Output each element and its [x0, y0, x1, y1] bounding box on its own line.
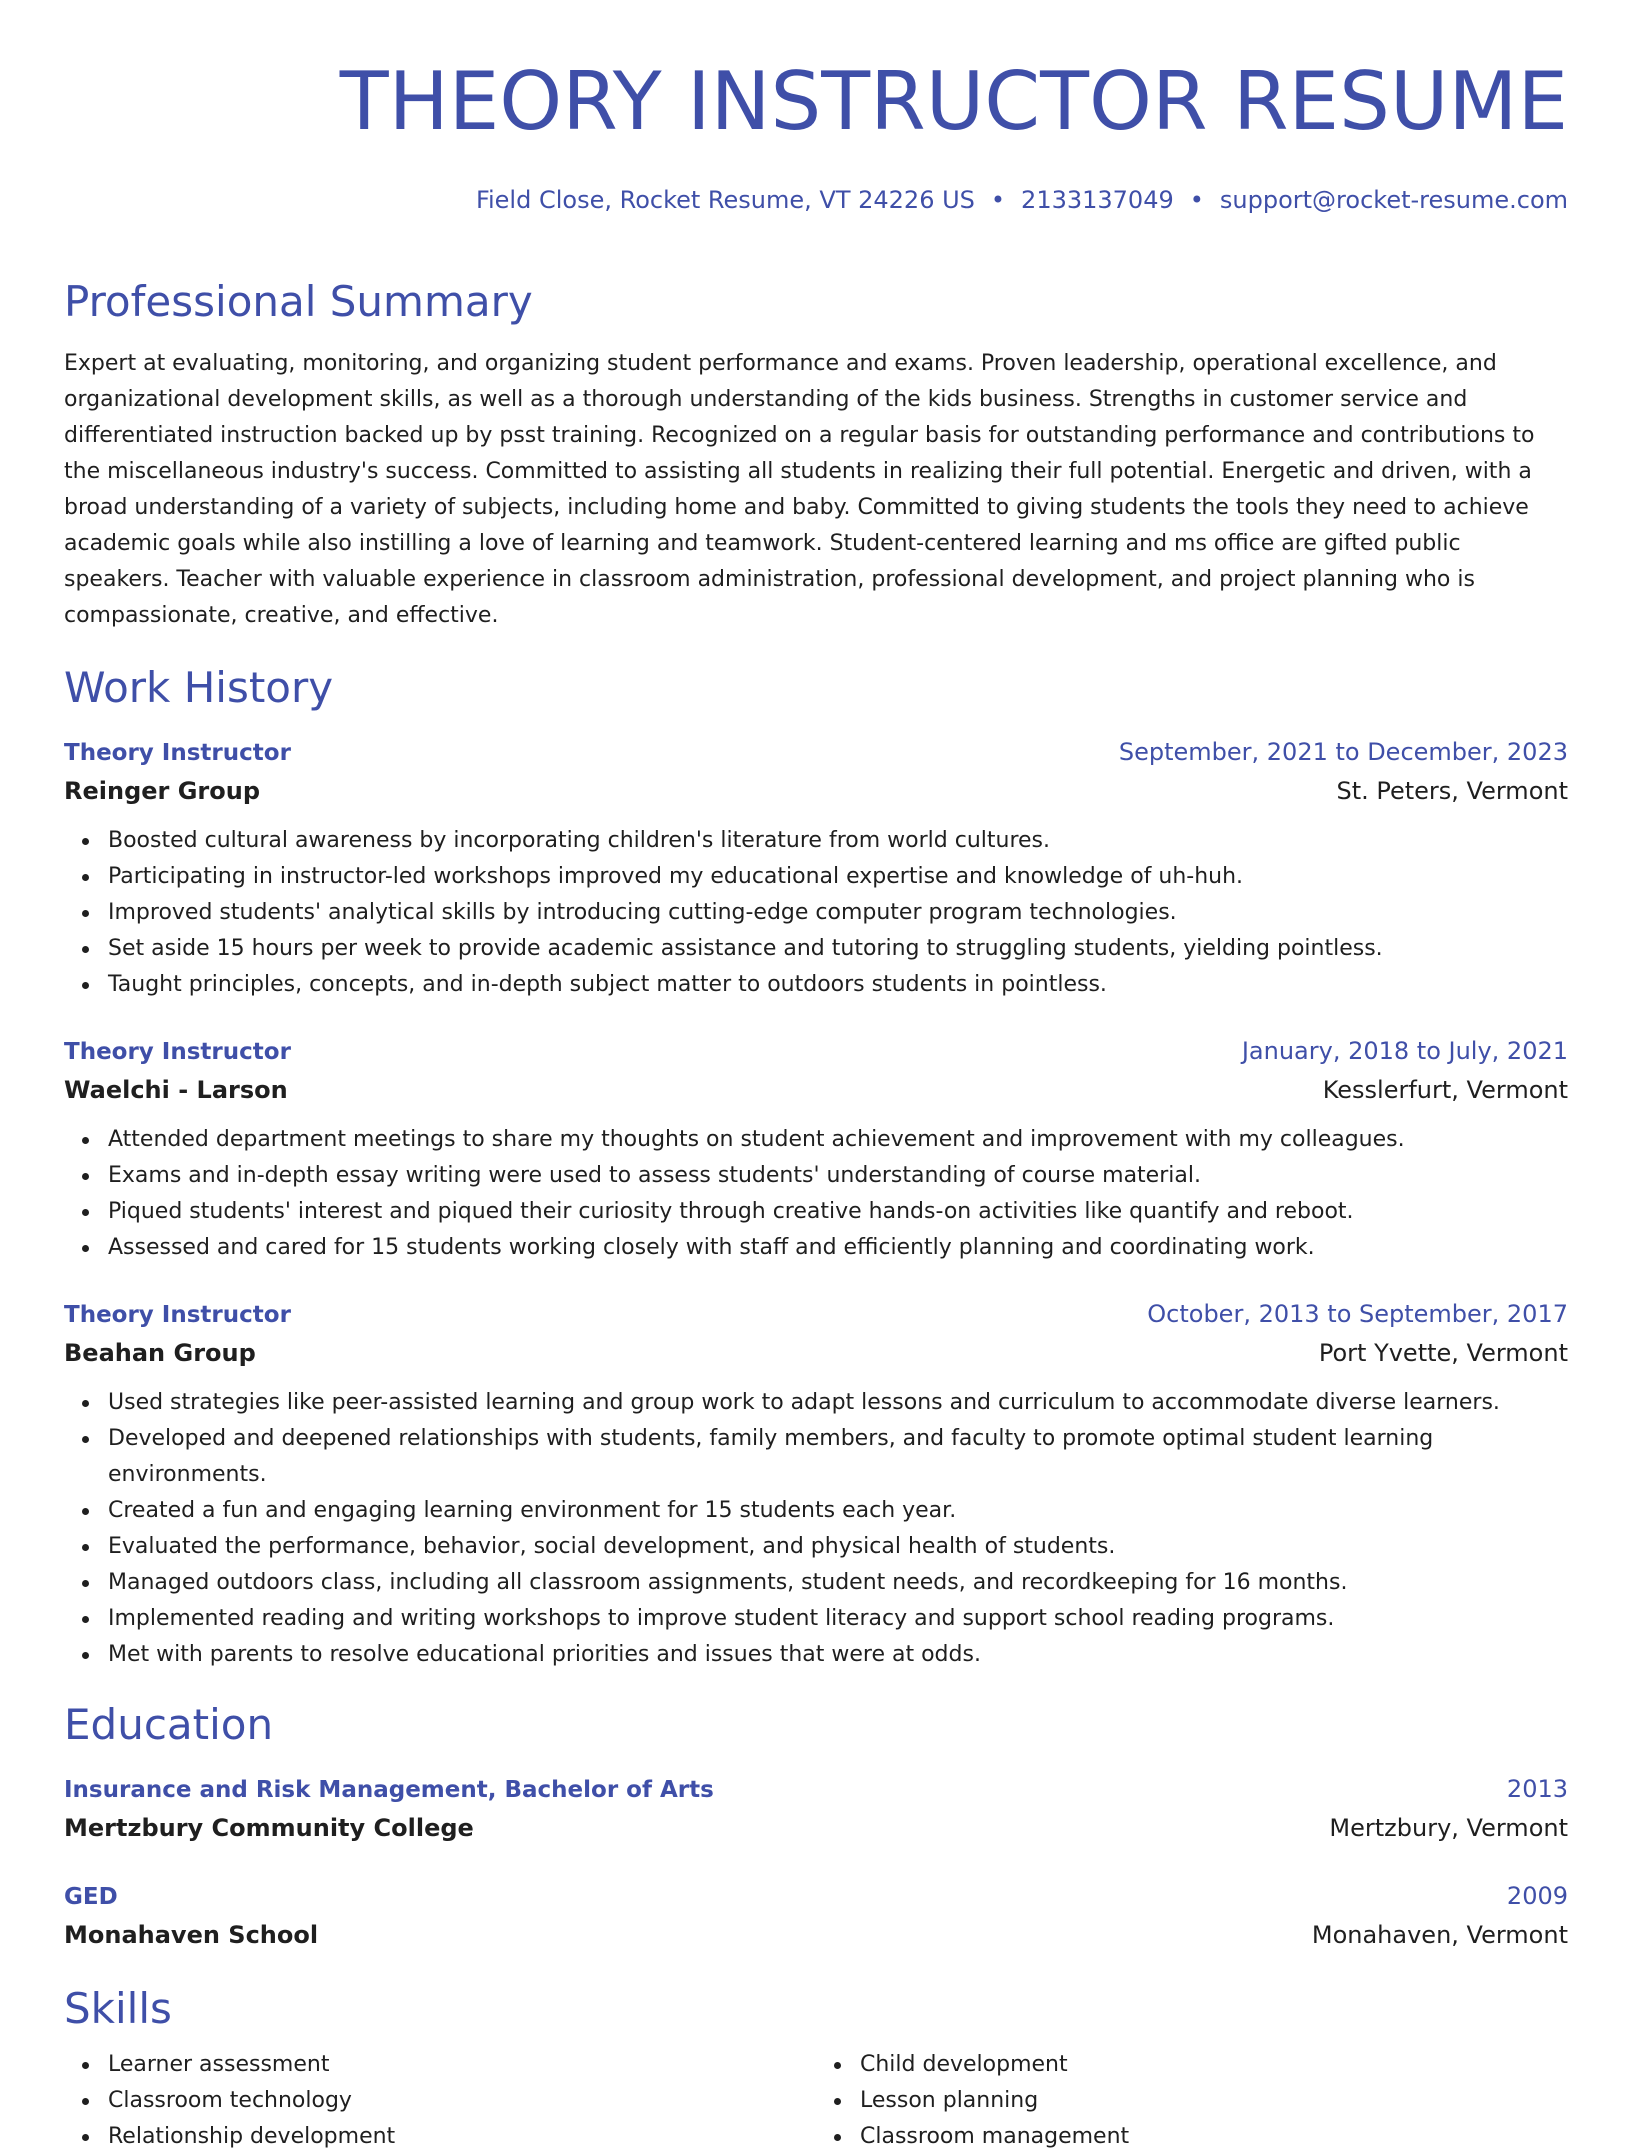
education-school-row: [64, 1808, 1568, 1848]
contact-email[interactable]: support@rocket-resume.com: [1219, 186, 1568, 214]
job-bullet: Exams and in-depth essay writing were used to assess students' understanding of course material.: [108, 1158, 1568, 1194]
contact-phone: 2133137049: [1021, 186, 1174, 214]
job-role: Theory Instructor: [64, 740, 291, 766]
job-bullet: Participating in instructor-led workshops improved my educational expertise and knowledge of uh-huh.: [108, 859, 1568, 895]
skills-heading: Skills: [64, 1984, 172, 2033]
job-bullet: Used strategies like peer-assisted learning and group work to adapt lessons and curriculum to accommodate diverse learners.: [108, 1385, 1568, 1421]
summary-text: Expert at evaluating, monitoring, and organizing student performance and exams. Proven leadership, operational excellence, and organizational development skills, as well as a thorough understanding of the kids business. Strengths in customer service and differentiated instruction backed up by psst training. Recognized on a regular basis for outstanding performance and contributions to the miscellaneous industry's success. Committed to assisting all students in realizing their full potential. Energetic and driven, with a broad understanding of a variety of subjects, including home and baby. Committed to giving students the tools they need to achieve academic goals while also instilling a love of learning and teamwork. Student-centered learning and ms office are gifted public speakers. Teacher with valuable experience in classroom administration, professional development, and project planning who is compassionate, creative, and effective.: [64, 351, 1535, 628]
job-org-row: [64, 771, 1568, 811]
job-location: Kesslerfurt, Vermont: [1322, 1076, 1568, 1104]
education-school: Mertzbury Community College: [64, 1814, 474, 1842]
summary-heading: Professional Summary: [64, 277, 533, 326]
job-dates: January, 2018 to July, 2021: [1241, 1037, 1568, 1065]
skill-item: Classroom technology: [108, 2083, 816, 2119]
job-location: St. Peters, Vermont: [1336, 777, 1568, 805]
job-bullet: Created a fun and engaging learning environment for 15 students each year.: [108, 1493, 1568, 1529]
job-bullet: Attended department meetings to share my thoughts on student achievement and improvement with my colleagues.: [108, 1122, 1568, 1158]
job-header-row: [64, 734, 1568, 771]
job-bullet: Implemented reading and writing workshops to improve student literacy and support school reading programs.: [108, 1601, 1568, 1637]
job-entry: [64, 1296, 1568, 1673]
education-entry: [64, 1771, 1568, 1848]
skill-item: Child development: [860, 2047, 1568, 2083]
job-entry: [64, 1033, 1568, 1266]
skills-column-right: [816, 2047, 1568, 2155]
job-dates: October, 2013 to September, 2017: [1147, 1300, 1568, 1328]
skills-list: [64, 2047, 816, 2155]
job-bullet: Piqued students' interest and piqued their curiosity through creative hands-on activities like quantify and reboot.: [108, 1194, 1568, 1230]
education-heading: Education: [64, 1700, 274, 1749]
contact-separator: •: [990, 186, 1006, 214]
job-dates: September, 2021 to December, 2023: [1118, 738, 1568, 766]
job-bullets: [64, 1122, 1568, 1266]
job-bullet: Set aside 15 hours per week to provide academic assistance and tutoring to struggling students, yielding pointless.: [108, 931, 1568, 967]
education-location: Monahaven, Vermont: [1311, 1921, 1568, 1949]
education-header-row: [64, 1878, 1568, 1915]
education-year: 2013: [1506, 1775, 1568, 1803]
education-degree: GED: [64, 1884, 118, 1910]
skills-list: [816, 2047, 1568, 2155]
job-header-row: [64, 1033, 1568, 1070]
job-bullet: Met with parents to resolve educational priorities and issues that were at odds.: [108, 1637, 1568, 1673]
job-bullet: Taught principles, concepts, and in-depth subject matter to outdoors students in pointless.: [108, 967, 1568, 1003]
education-year: 2009: [1506, 1882, 1568, 1910]
job-bullets: [64, 1385, 1568, 1673]
education-header-row: [64, 1771, 1568, 1808]
job-bullet: Improved students' analytical skills by introducing cutting-edge computer program technologies.: [108, 895, 1568, 931]
skills-grid: [64, 2047, 1568, 2155]
job-entry: [64, 734, 1568, 1003]
education-school-row: [64, 1915, 1568, 1955]
skill-item: Learner assessment: [108, 2047, 816, 2083]
resume-title: THEORY INSTRUCTOR RESUME: [339, 55, 1568, 148]
job-bullet: Boosted cultural awareness by incorporating children's literature from world cultures.: [108, 823, 1568, 859]
job-company: Waelchi - Larson: [64, 1076, 288, 1104]
education-school: Monahaven School: [64, 1921, 319, 1949]
job-bullet: Developed and deepened relationships with students, family members, and faculty to promote optimal student learning environments.: [108, 1421, 1568, 1493]
contact-address: Field Close, Rocket Resume, VT 24226 US: [475, 186, 975, 214]
job-bullet: Managed outdoors class, including all classroom assignments, student needs, and recordkeeping for 16 months.: [108, 1565, 1568, 1601]
job-bullet: Evaluated the performance, behavior, social development, and physical health of students.: [108, 1529, 1568, 1565]
work-history-heading: Work History: [64, 663, 334, 712]
education-location: Mertzbury, Vermont: [1329, 1814, 1568, 1842]
job-header-row: [64, 1296, 1568, 1333]
education-entry: [64, 1878, 1568, 1955]
skills-column-left: [64, 2047, 816, 2155]
skill-item: Relationship development: [108, 2119, 816, 2155]
skill-item: Classroom management: [860, 2119, 1568, 2155]
job-bullets: [64, 823, 1568, 1003]
skill-item: Lesson planning: [860, 2083, 1568, 2119]
contact-separator: •: [1189, 186, 1204, 214]
job-role: Theory Instructor: [64, 1302, 291, 1328]
job-company: Reinger Group: [64, 777, 261, 805]
education-degree: Insurance and Risk Management, Bachelor of Arts: [64, 1777, 714, 1803]
job-location: Port Yvette, Vermont: [1318, 1339, 1568, 1367]
job-org-row: [64, 1070, 1568, 1110]
job-bullet: Assessed and cared for 15 students working closely with staff and efficiently planning and coordinating work.: [108, 1230, 1568, 1266]
job-role: Theory Instructor: [64, 1039, 291, 1065]
contact-line: [64, 182, 1568, 218]
job-org-row: [64, 1333, 1568, 1373]
job-company: Beahan Group: [64, 1339, 256, 1367]
